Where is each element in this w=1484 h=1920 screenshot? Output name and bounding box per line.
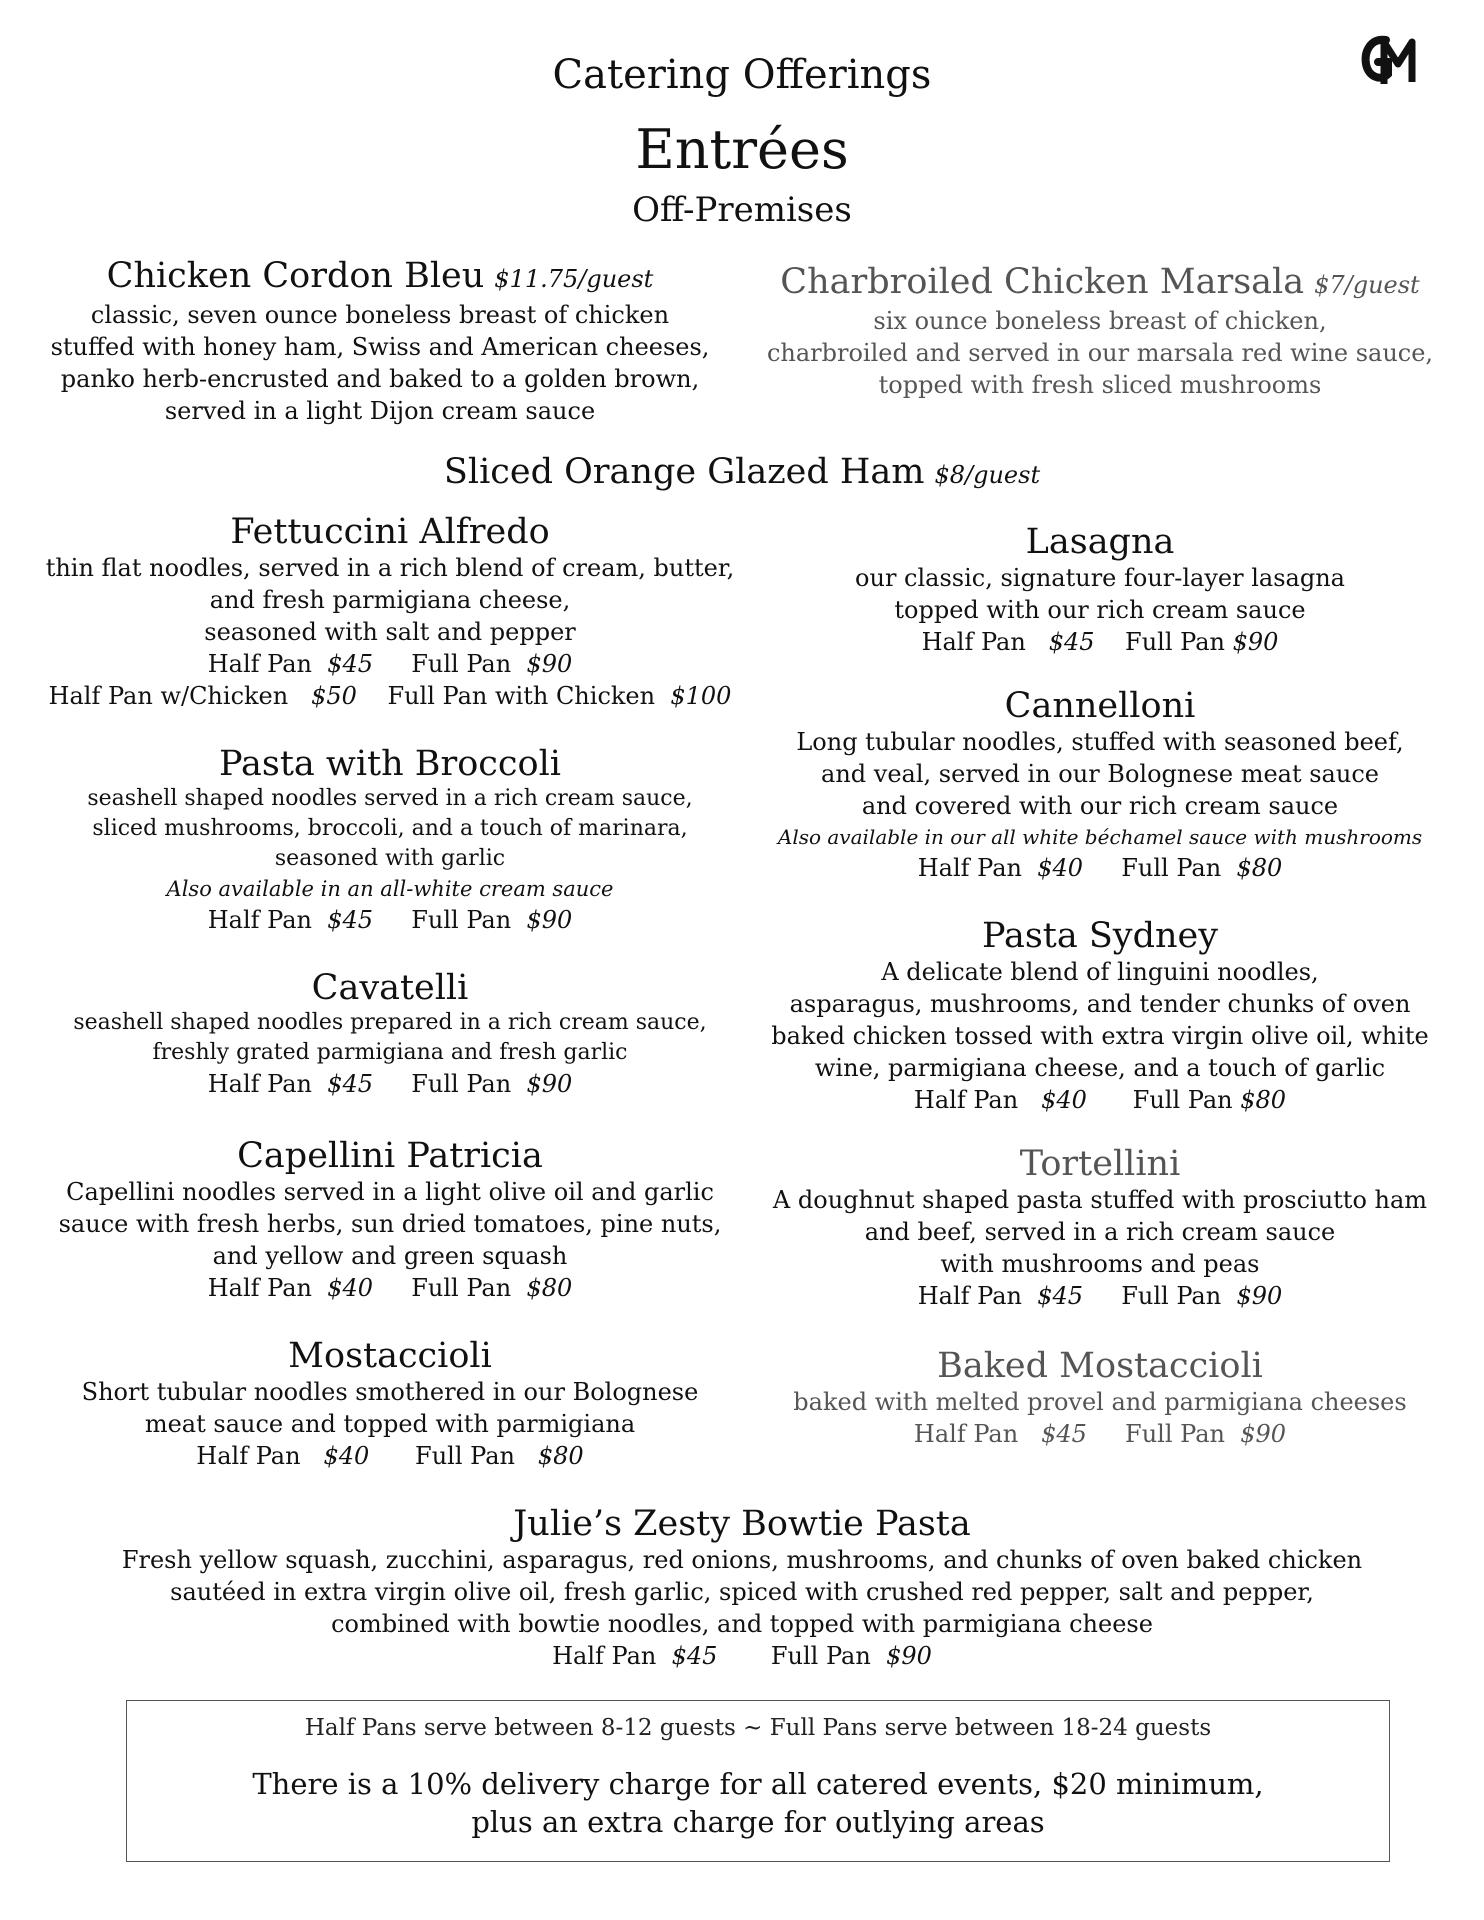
item-name: Fettuccini Alfredo bbox=[230, 512, 550, 552]
pan-prices: Half Pan $40 Full Pan $80 bbox=[913, 1086, 1287, 1114]
menu-item-lasagna bbox=[760, 522, 1440, 658]
page-title: Catering Offerings bbox=[552, 52, 932, 98]
item-price: $11.75/guest bbox=[494, 265, 654, 293]
item-price: $8/guest bbox=[934, 461, 1041, 489]
desc-line: seasoned with garlic bbox=[274, 846, 506, 871]
item-name: Baked Mostaccioli bbox=[937, 1346, 1263, 1386]
menu-item-pasta-sydney bbox=[760, 916, 1440, 1116]
page-subtitle: Entrées bbox=[635, 118, 849, 181]
desc-line: seasoned with salt and pepper bbox=[204, 618, 576, 646]
desc-line: classic, seven ounce boneless breast of chicken bbox=[90, 301, 670, 329]
item-description bbox=[0, 1544, 1484, 1640]
item-name: Pasta with Broccoli bbox=[219, 744, 561, 784]
desc-line: topped with fresh sliced mushrooms bbox=[878, 371, 1322, 399]
pan-prices: Half Pan $45 Full Pan $90 bbox=[917, 1282, 1283, 1310]
item-description bbox=[40, 784, 740, 874]
desc-line: and beef, served in a rich cream sauce bbox=[864, 1218, 1336, 1246]
menu-item-pasta-with-broccoli bbox=[40, 744, 740, 936]
item-description bbox=[40, 1176, 740, 1272]
menu-item-capellini-patricia bbox=[40, 1136, 740, 1304]
item-name: Chicken Cordon Bleu bbox=[106, 256, 485, 296]
desc-line: A delicate blend of linguini noodles, bbox=[881, 958, 1319, 986]
delivery-line: plus an extra charge for outlying areas bbox=[471, 1805, 1045, 1839]
pan-prices: Half Pan $40 Full Pan $80 bbox=[207, 1274, 573, 1302]
menu-item-zesty-bowtie-pasta bbox=[0, 1504, 1484, 1672]
desc-line: charbroiled and served in our marsala red wine sauce, bbox=[766, 339, 1434, 367]
item-name: Pasta Sydney bbox=[981, 916, 1219, 956]
desc-line: Short tubular noodles smothered in our Bolognese bbox=[81, 1378, 699, 1406]
desc-line: wine, parmigiana cheese, and a touch of garlic bbox=[814, 1054, 1386, 1082]
pan-prices-chicken: Half Pan w/Chicken $50 Full Pan with Chicken $100 bbox=[48, 682, 732, 710]
pan-prices: Half Pan $45 Full Pan $90 bbox=[207, 1070, 573, 1098]
desc-line: sauce with fresh herbs, sun dried tomatoes, pine nuts, bbox=[58, 1210, 722, 1238]
item-name: Tortellini bbox=[1019, 1144, 1181, 1184]
desc-line: six ounce boneless breast of chicken, bbox=[873, 307, 1327, 335]
desc-line: served in a light Dijon cream sauce bbox=[164, 397, 596, 425]
item-description bbox=[760, 305, 1440, 401]
menu-item-cavatelli bbox=[40, 968, 740, 1100]
gm-monogram-icon bbox=[1360, 32, 1420, 92]
item-name: Cavatelli bbox=[311, 968, 469, 1008]
desc-line: topped with our rich cream sauce bbox=[894, 596, 1306, 624]
desc-line: and veal, served in our Bolognese meat sauce bbox=[821, 760, 1379, 788]
item-description bbox=[40, 1008, 740, 1068]
item-note: Also available in our all white béchamel sauce with mushrooms bbox=[777, 825, 1423, 849]
desc-line: freshly grated parmigiana and fresh garlic bbox=[152, 1040, 628, 1065]
desc-line: thin flat noodles, served in a rich blend of cream, butter, bbox=[45, 554, 735, 582]
delivery-line: There is a 10% delivery charge for all catered events, $20 minimum, bbox=[252, 1767, 1264, 1801]
pan-prices: Half Pan $40 Full Pan $80 bbox=[196, 1442, 584, 1470]
item-name: Charbroiled Chicken Marsala bbox=[780, 262, 1305, 302]
desc-line: with mushrooms and peas bbox=[940, 1250, 1260, 1278]
menu-item-baked-mostaccioli bbox=[760, 1346, 1440, 1450]
pan-prices: Half Pan $45 Full Pan $90 bbox=[552, 1642, 932, 1670]
desc-line: combined with bowtie noodles, and topped with parmigiana cheese bbox=[331, 1610, 1153, 1638]
desc-line: baked with melted provel and parmigiana cheeses bbox=[793, 1388, 1407, 1416]
desc-line: sliced mushrooms, broccoli, and a touch of marinara, bbox=[92, 816, 688, 841]
item-description bbox=[760, 726, 1440, 822]
desc-line: our classic, signature four-layer lasagna bbox=[855, 564, 1345, 592]
desc-line: sautéed in extra virgin olive oil, fresh garlic, spiced with crushed red pepper, salt and pepper, bbox=[170, 1578, 1314, 1606]
item-description bbox=[760, 1184, 1440, 1280]
pan-prices: Half Pan $45 Full Pan $90 bbox=[913, 1420, 1287, 1448]
menu-item-tortellini bbox=[760, 1144, 1440, 1312]
item-name: Sliced Orange Glazed Ham bbox=[443, 452, 925, 492]
menu-item-chicken-cordon-bleu bbox=[40, 256, 720, 427]
desc-line: and covered with our rich cream sauce bbox=[861, 792, 1339, 820]
servings-info: Half Pans serve between 8-12 guests ~ Full Pans serve between 18-24 guests bbox=[304, 1715, 1212, 1741]
desc-line: asparagus, mushrooms, and tender chunks of oven bbox=[789, 990, 1411, 1018]
item-description bbox=[760, 1386, 1440, 1418]
item-description bbox=[40, 299, 720, 427]
menu-item-fettuccini-alfredo bbox=[40, 512, 740, 712]
menu-item-cannelloni bbox=[760, 686, 1440, 884]
item-name: Mostaccioli bbox=[288, 1336, 492, 1376]
desc-line: panko herb-encrusted and baked to a golden brown, bbox=[60, 365, 700, 393]
pan-prices: Half Pan $45 Full Pan $90 bbox=[921, 628, 1279, 656]
section-label: Off-Premises bbox=[632, 190, 852, 230]
item-description bbox=[760, 562, 1440, 626]
item-description bbox=[40, 1376, 740, 1440]
menu-item-orange-glazed-ham bbox=[0, 452, 1484, 495]
desc-line: and yellow and green squash bbox=[212, 1242, 568, 1270]
desc-line: meat sauce and topped with parmigiana bbox=[144, 1410, 636, 1438]
menu-item-chicken-marsala bbox=[760, 262, 1440, 401]
desc-line: Fresh yellow squash, zucchini, asparagus, red onions, mushrooms, and chunks of oven baked chicken bbox=[121, 1546, 1363, 1574]
pan-prices: Half Pan $45 Full Pan $90 bbox=[207, 650, 573, 678]
item-description bbox=[760, 956, 1440, 1084]
item-description bbox=[40, 552, 740, 648]
item-price: $7/guest bbox=[1314, 271, 1420, 299]
desc-line: seashell shaped noodles served in a rich cream sauce, bbox=[87, 786, 693, 811]
pan-prices: Half Pan $45 Full Pan $90 bbox=[207, 906, 573, 934]
item-name: Capellini Patricia bbox=[237, 1136, 543, 1176]
desc-line: seashell shaped noodles prepared in a rich cream sauce, bbox=[73, 1010, 707, 1035]
desc-line: A doughnut shaped pasta stuffed with prosciutto ham bbox=[772, 1186, 1428, 1214]
desc-line: and fresh parmigiana cheese, bbox=[209, 586, 571, 614]
desc-line: stuffed with honey ham, Swiss and American cheeses, bbox=[50, 333, 710, 361]
footer-info-box bbox=[126, 1700, 1390, 1862]
desc-line: Long tubular noodles, stuffed with seasoned beef, bbox=[796, 728, 1404, 756]
desc-line: baked chicken tossed with extra virgin olive oil, white bbox=[771, 1022, 1429, 1050]
pan-prices: Half Pan $40 Full Pan $80 bbox=[917, 854, 1283, 882]
item-note: Also available in an all-white cream sauce bbox=[166, 877, 614, 901]
item-name: Cannelloni bbox=[1004, 686, 1196, 726]
delivery-info bbox=[127, 1765, 1389, 1841]
menu-item-mostaccioli bbox=[40, 1336, 740, 1472]
item-name: Julie’s Zesty Bowtie Pasta bbox=[513, 1504, 971, 1544]
desc-line: Capellini noodles served in a light olive oil and garlic bbox=[66, 1178, 714, 1206]
item-name: Lasagna bbox=[1025, 522, 1175, 562]
